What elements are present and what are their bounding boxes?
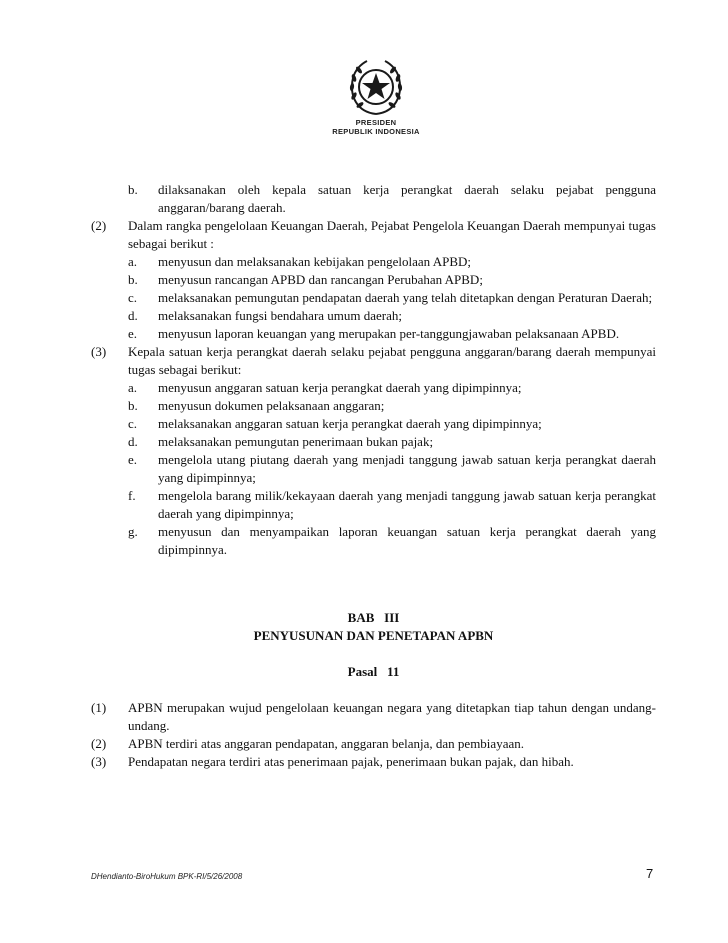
clause-text: Pendapatan negara terdiri atas penerimaan pajak, penerimaan bukan pajak, dan hibah. xyxy=(128,754,574,769)
list-item xyxy=(91,397,656,415)
item-letter: c. xyxy=(128,416,138,431)
presidential-emblem xyxy=(326,56,426,146)
list-item xyxy=(91,307,656,325)
list-item xyxy=(91,253,656,271)
item-text: menyusun dokumen pelaksanaan anggaran; xyxy=(158,398,385,413)
list-item xyxy=(91,487,656,523)
item-text: melaksanakan fungsi bendahara umum daerah; xyxy=(158,308,403,323)
garuda-star-emblem-icon xyxy=(345,56,407,118)
page-number: 7 xyxy=(646,866,654,881)
list-item xyxy=(91,415,656,433)
article-clause-3 xyxy=(91,753,656,771)
clause-text: APBN merupakan wujud pengelolaan keuangan negara yang ditetapkan tiap tahun dengan undang-undang. xyxy=(128,700,656,733)
chapter-number: BAB III xyxy=(347,610,400,625)
item-letter: e. xyxy=(128,326,138,341)
list-item xyxy=(91,523,656,559)
item-letter: g. xyxy=(128,524,138,539)
spacer xyxy=(91,645,656,663)
list-item xyxy=(91,379,656,397)
list-item xyxy=(91,451,656,487)
list-item xyxy=(91,325,656,343)
item-letter: b. xyxy=(128,398,138,413)
list-item xyxy=(91,181,656,217)
emblem-line-2: REPUBLIK INDONESIA xyxy=(332,127,420,136)
item-text: menyusun dan menyampaikan laporan keuangan satuan kerja perangkat daerah yang dipimpinnya. xyxy=(158,524,656,557)
item-text: melaksanakan pemungutan pendapatan daerah yang telah ditetapkan dengan Peraturan Daerah; xyxy=(158,290,653,305)
clause-number: (2) xyxy=(91,736,107,751)
spacer xyxy=(91,681,656,699)
item-letter: d. xyxy=(128,434,138,449)
emblem-line-1: PRESIDEN xyxy=(355,118,397,127)
footer-source: DHendianto-BiroHukum BPK-RI/5/26/2008 xyxy=(91,872,243,881)
item-text: melaksanakan anggaran satuan kerja perangkat daerah yang dipimpinnya; xyxy=(158,416,542,431)
spacer xyxy=(91,559,656,609)
item-text: dilaksanakan oleh kepala satuan kerja perangkat daerah selaku pejabat pengguna anggaran/barang daerah. xyxy=(158,182,656,215)
item-letter: b. xyxy=(128,182,138,197)
item-text: menyusun laporan keuangan yang merupakan per-tanggungjawaban pelaksanaan APBD. xyxy=(158,326,620,341)
item-letter: b. xyxy=(128,272,138,287)
item-text: menyusun rancangan APBD dan rancangan Perubahan APBD; xyxy=(158,272,483,287)
chapter-title: PENYUSUNAN DAN PENETAPAN APBN xyxy=(253,628,494,643)
document-body xyxy=(91,181,656,771)
clause-number: (3) xyxy=(91,754,107,769)
item-text: menyusun anggaran satuan kerja perangkat daerah yang dipimpinnya; xyxy=(158,380,522,395)
item-letter: e. xyxy=(128,452,138,467)
item-letter: a. xyxy=(128,254,138,269)
item-letter: a. xyxy=(128,380,138,395)
clause-text: APBN terdiri atas anggaran pendapatan, anggaran belanja, dan pembiayaan. xyxy=(128,736,524,751)
clause-number: (3) xyxy=(91,344,107,359)
item-letter: c. xyxy=(128,290,138,305)
item-text: menyusun dan melaksanakan kebijakan pengelolaan APBD; xyxy=(158,254,472,269)
item-letter: d. xyxy=(128,308,138,323)
item-text: mengelola barang milik/kekayaan daerah yang menjadi tanggung jawab satuan kerja perangkat daerah yang dipimpinnya; xyxy=(158,488,656,521)
item-text: melaksanakan pemungutan penerimaan bukan pajak; xyxy=(158,434,434,449)
list-item xyxy=(91,271,656,289)
list-item xyxy=(91,289,656,307)
clause-text: Dalam rangka pengelolaan Keuangan Daerah, Pejabat Pengelola Keuangan Daerah mempunyai tugas sebagai berikut : xyxy=(128,218,656,251)
article-heading: Pasal 11 xyxy=(347,664,400,679)
clause-text: Kepala satuan kerja perangkat daerah selaku pejabat pengguna anggaran/barang daerah mempunyai tugas sebagai berikut: xyxy=(128,344,656,377)
clause-number: (2) xyxy=(91,218,107,233)
article-clause-1 xyxy=(91,699,656,735)
clause-3 xyxy=(91,343,656,379)
clause-number: (1) xyxy=(91,700,107,715)
list-item xyxy=(91,433,656,451)
clause-2 xyxy=(91,217,656,253)
item-letter: f. xyxy=(128,488,136,503)
article-clause-2 xyxy=(91,735,656,753)
item-text: mengelola utang piutang daerah yang menjadi tanggung jawab satuan kerja perangkat daerah yang dipimpinnya; xyxy=(158,452,656,485)
